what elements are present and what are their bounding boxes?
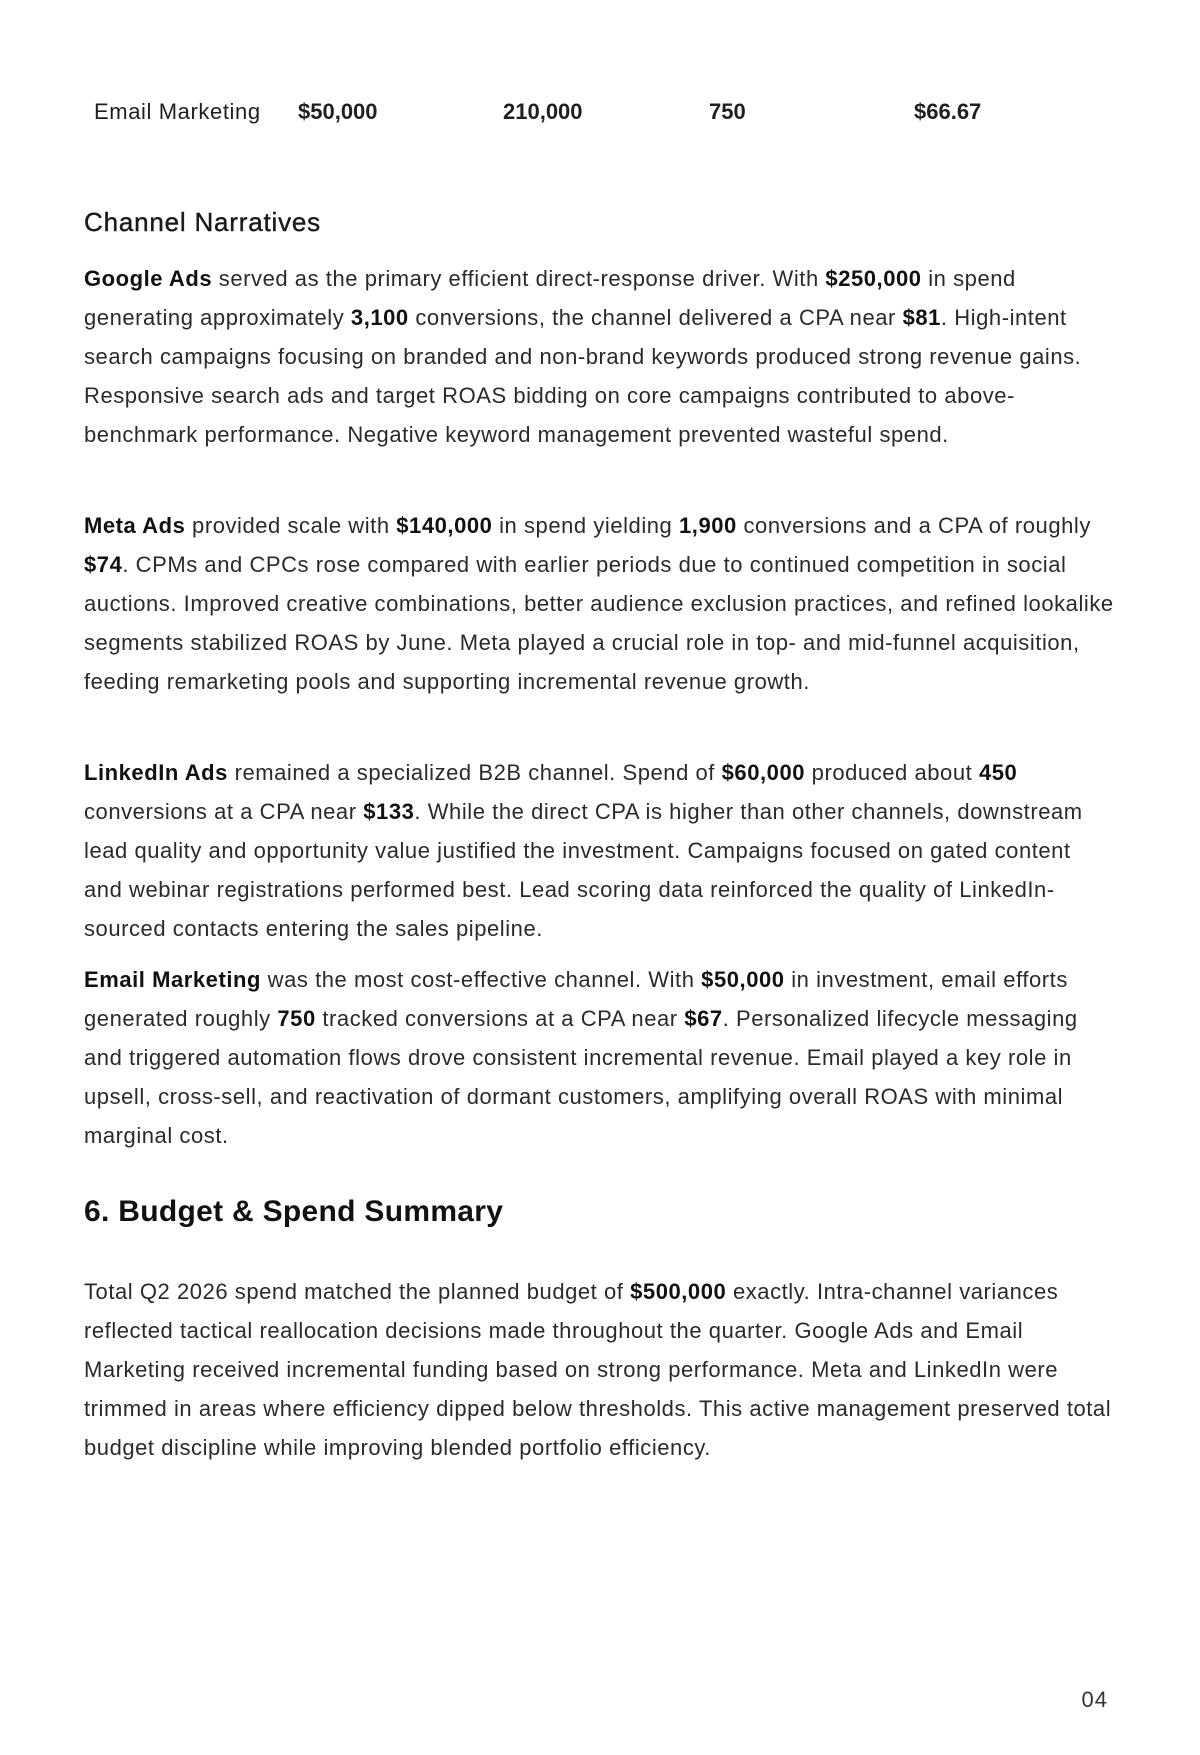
body-text: tracked conversions at a CPA near [315,1006,685,1031]
narrative-paragraph-email-marketing [84,960,1114,1155]
table-cell-col5: $66.67 [914,99,982,124]
table-cell-col3: 210,000 [503,99,583,124]
bold-text: $140,000 [396,513,493,538]
bold-text: $50,000 [701,967,785,992]
channel-narratives-heading: Channel Narratives [84,207,321,237]
table-cell-channel: Email Marketing [94,99,261,124]
narrative-paragraph-meta-ads [84,506,1114,701]
bold-text: 750 [277,1006,316,1031]
budget-summary-heading: 6. Budget & Spend Summary [84,1195,504,1228]
page-number: 04 [1081,1687,1108,1712]
body-text: in spend yielding [492,513,680,538]
bold-text: Email Marketing [84,967,261,992]
bold-text: LinkedIn Ads [84,760,228,785]
body-text: . CPMs and CPCs rose compared with earlier periods due to continued competition in social auctions. Improved creative combinations, better audience exclusion practices, and refined lookalike segments stabilized ROAS by June. Meta played a crucial role in top- and mid-funnel acquisition, feeding remarketing pools and supporting incremental revenue growth. [84,552,1114,694]
body-text: conversions at a CPA near [84,799,364,824]
bold-text: $60,000 [721,760,806,785]
bold-text: $81 [902,305,941,330]
bold-text: Meta Ads [84,513,186,538]
body-text: served as the primary efficient direct-response driver. With [212,266,826,291]
body-text: was the most cost-effective channel. With [260,967,702,992]
budget-summary-paragraph [84,1272,1114,1467]
bold-text: $500,000 [630,1279,727,1304]
body-text: exactly. Intra-channel variances reflected tactical reallocation decisions made throughout the quarter. Google Ads and Email Marketing received incremental funding based on strong performance. Meta and LinkedIn were trimmed in areas where efficiency dipped below thresholds. This active management preserved total budget discipline while improving blended portfolio efficiency. [84,1279,1112,1460]
bold-text: 450 [978,760,1018,785]
bold-text: Google Ads [84,266,213,291]
table-row [94,97,1124,127]
narrative-paragraph-google-ads [84,259,1114,454]
body-text: conversions and a CPA of roughly [736,513,1091,538]
body-text: . High-intent search campaigns focusing on branded and non-brand keywords produced strong revenue gains. Responsive search ads and target ROAS bidding on core campaigns contributed to above-benchmark performance. Negative keyword management prevented wasteful spend. [84,305,1082,447]
body-text: provided scale with [185,513,397,538]
table-cell-col4: 750 [709,99,746,124]
table-cell-spend: $50,000 [298,99,378,124]
body-text: conversions, the channel delivered a CPA near [408,305,903,330]
narrative-paragraph-linkedin-ads [84,753,1114,948]
bold-text: 3,100 [350,305,409,330]
body-text: . Personalized lifecycle messaging and triggered automation flows drove consistent incremental revenue. Email played a key role in upsell, cross-sell, and reactivation of dormant customers, amplifying overall ROAS with minimal marginal cost. [84,1006,1078,1148]
bold-text: $250,000 [825,266,922,291]
bold-text: $133 [363,799,415,824]
body-text: remained a specialized B2B channel. Spend of [227,760,722,785]
body-text: in investment, email efforts generated roughly [84,967,1068,1031]
bold-text: 1,900 [679,513,737,538]
bold-text: $74 [84,552,123,577]
body-text: in spend generating approximately [84,266,1016,330]
body-text: produced about [805,760,979,785]
bold-text: $67 [684,1006,723,1031]
body-text: . While the direct CPA is higher than other channels, downstream lead quality and opportunity value justified the investment. Campaigns focused on gated content and webinar registrations performed best. Lead scoring data reinforced the quality of LinkedIn-sourced contacts entering the sales pipeline. [84,799,1083,941]
body-text: Total Q2 2026 spend matched the planned budget of [84,1279,631,1304]
